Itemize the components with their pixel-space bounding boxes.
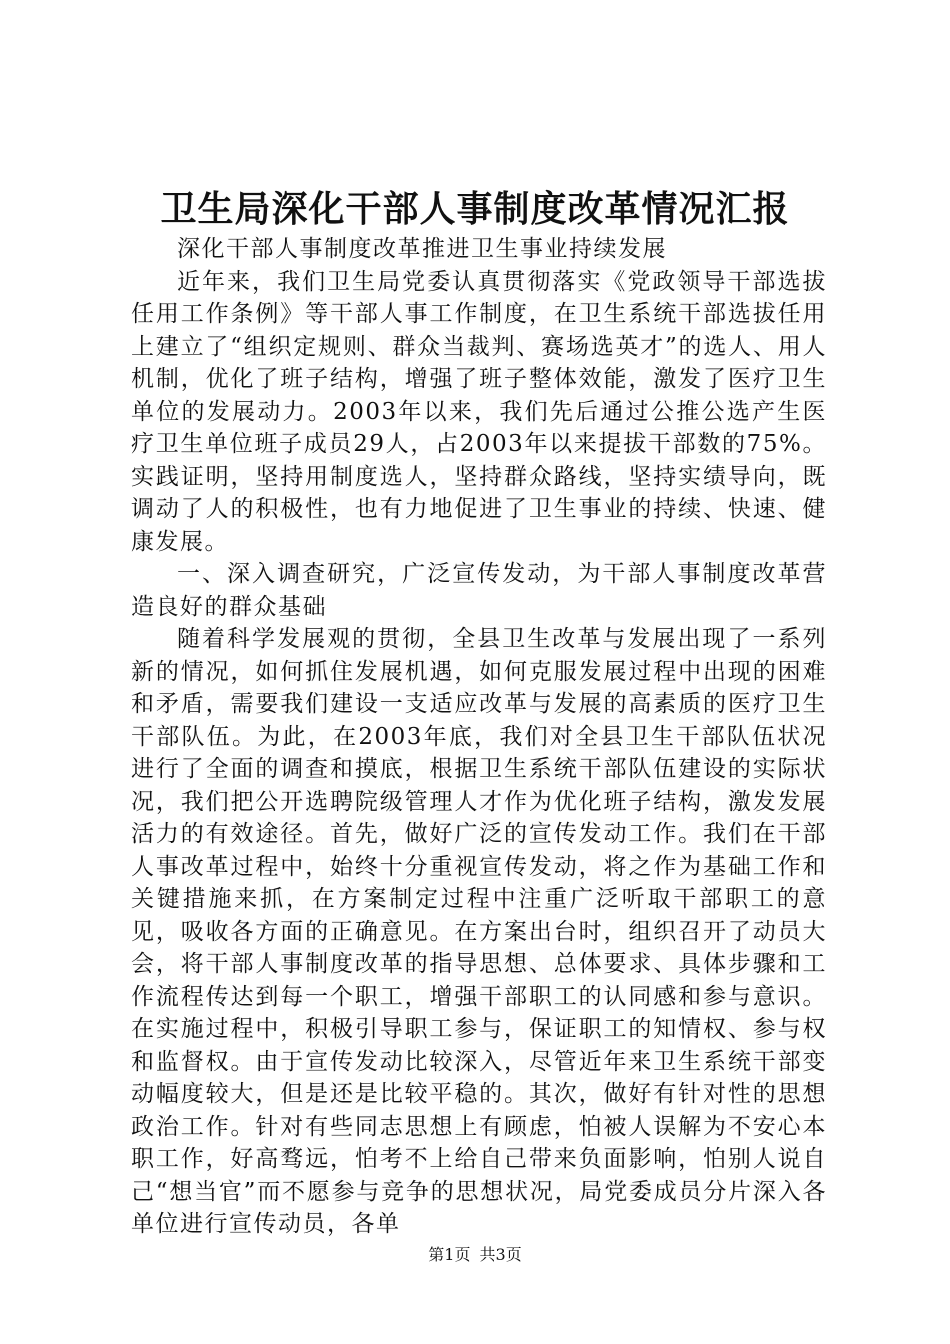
document-body	[131, 233, 827, 1241]
subtitle-paragraph: 深化干部人事制度改革推进卫生事业持续发展	[177, 236, 667, 262]
page-total: 共3页	[479, 1245, 522, 1264]
section-heading-1: 一、深入调查研究，广泛宣传发动，为干部人事制度改革营造良好的群众基础	[131, 561, 827, 620]
page-footer	[0, 1244, 950, 1266]
intro-paragraph: 近年来，我们卫生局党委认真贯彻落实《党政领导干部选拔任用工作条例》等干部人事工作制度，在卫生系统干部选拔任用上建立了“组织定规则、群众当裁判、赛场选英才”的选人、用人机制，优化了班子结构，增强了班子整体效能，激发了医疗卫生单位的发展动力。2003年以来，我们先后通过公推公选产生医疗卫生单位班子成员29人，占2003年以来提拔干部数的75%。实践证明，坚持用制度选人，坚持群众路线，坚持实绩导向，既调动了人的积极性，也有力地促进了卫生事业的持续、快速、健康发展。	[131, 268, 827, 555]
document-title: 卫生局深化干部人事制度改革情况汇报	[160, 188, 790, 230]
section-1-paragraph: 随着科学发展观的贯彻，全县卫生改革与发展出现了一系列新的情况，如何抓住发展机遇，如何克服发展过程中出现的困难和矛盾，需要我们建设一支适应改革与发展的高素质的医疗卫生干部队伍。为此，在2003年底，我们对全县卫生干部队伍状况进行了全面的调查和摸底，根据卫生系统干部队伍建设的实际状况，我们把公开选聘院级管理人才作为优化班子结构，激发发展活力的有效途径。首先，做好广泛的宣传发动工作。我们在干部人事改革过程中，始终十分重视宣传发动，将之作为基础工作和关键措施来抓，在方案制定过程中注重广泛听取干部职工的意见，吸收各方面的正确意见。在方案出台时，组织召开了动员大会，将干部人事制度改革的指导思想、总体要求、具体步骤和工作流程传达到每一个职工，增强干部职工的认同感和参与意识。在实施过程中，积极引导职工参与，保证职工的知情权、参与权和监督权。由于宣传发动比较深入，尽管近年来卫生系统干部变动幅度较大，但是还是比较平稳的。其次，做好有针对性的思想政治工作。针对有些同志思想上有顾虑，怕被人误解为不安心本职工作，好高骛远，怕考不上给自己带来负面影响，怕别人说自己“想当官”而不愿参与竞争的思想状况，局党委成员分片深入各单位进行宣传动员，各单	[131, 626, 827, 1237]
page-number: 第1页	[428, 1245, 471, 1264]
